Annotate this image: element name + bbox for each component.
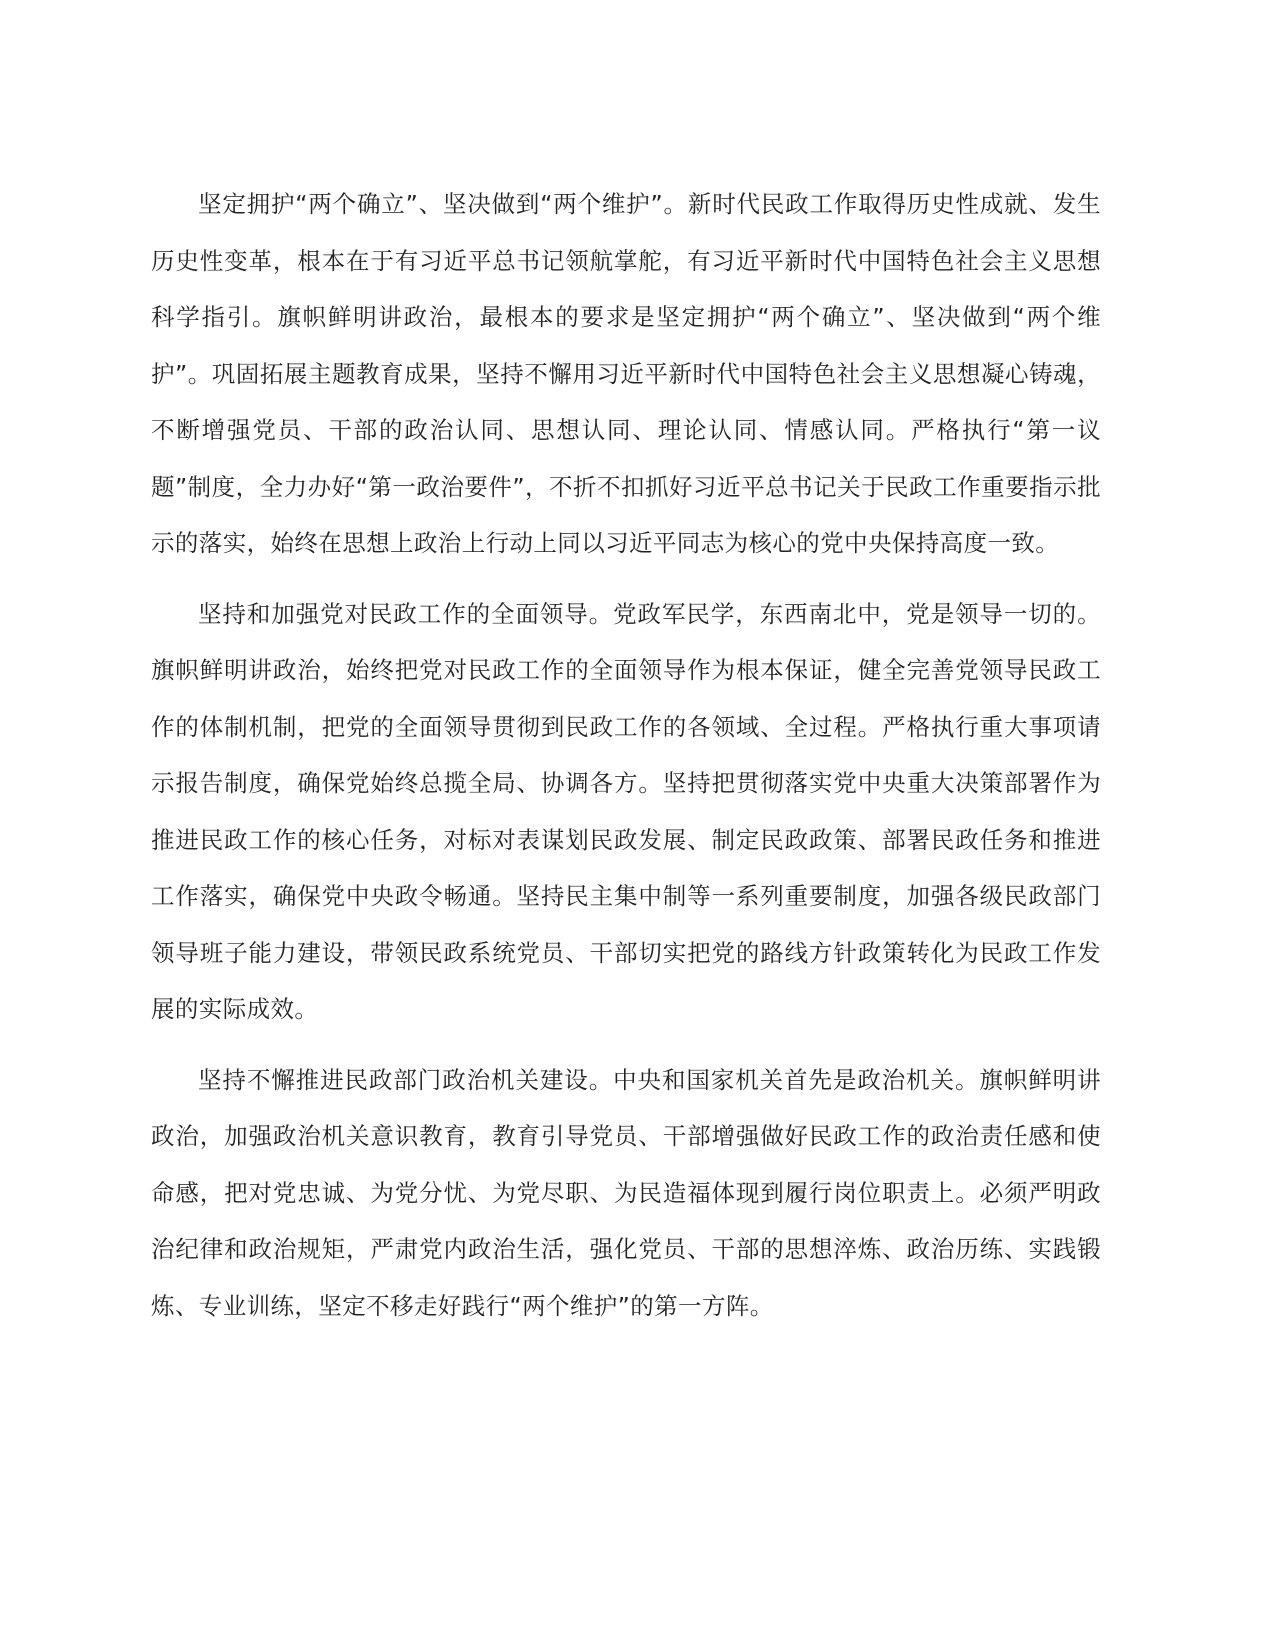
paragraph-2: 坚持和加强党对民政工作的全面领导。党政军民学，东西南北中，党是领导一切的。旗帜鲜明讲政治，始终把党对民政工作的全面领导作为根本保证，健全完善党领导民政工作的体制机制，把党的全面领导贯彻到民政工作的各领域、全过程。严格执行重大事项请示报告制度，确保党始终总揽全局、协调各方。坚持把贯彻落实党中央重大决策部署作为推进民政工作的核心任务，对标对表谋划民政发展、制定民政政策、部署民政任务和推进工作落实，确保党中央政令畅通。坚持民主集中制等一系列重要制度，加强各级民政部门领导班子能力建设，带领民政系统党员、干部切实把党的路线方针政策转化为民政工作发展的实际成效。 <box>151 599 1101 1023</box>
paragraph-3: 坚持不懈推进民政部门政治机关建设。中央和国家机关首先是政治机关。旗帜鲜明讲政治，加强政治机关意识教育，教育引导党员、干部增强做好民政工作的政治责任感和使命感，把对党忠诚、为党分忧、为党尽职、为民造福体现到履行岗位职责上。必须严明政治纪律和政治规矩，严肃党内政治生活，强化党员、干部的思想淬炼、政治历练、实践锻炼、专业训练，坚定不移走好践行“两个维护”的第一方阵。 <box>151 1065 1101 1320</box>
paragraph-1: 坚定拥护“两个确立”、坚决做到“两个维护”。新时代民政工作取得历史性成就、发生历史性变革，根本在于有习近平总书记领航掌舵，有习近平新时代中国特色社会主义思想科学指引。旗帜鲜明讲政治，最根本的要求是坚定拥护“两个确立”、坚决做到“两个维护”。巩固拓展主题教育成果，坚持不懈用习近平新时代中国特色社会主义思想凝心铸魂，不断增强党员、干部的政治认同、思想认同、理论认同、情感认同。严格执行“第一议题”制度，全力办好“第一政治要件”，不折不扣抓好习近平总书记关于民政工作重要指示批示的落实，始终在思想上政治上行动上同以习近平同志为核心的党中央保持高度一致。 <box>151 190 1101 557</box>
document-body <box>151 176 1101 1348</box>
